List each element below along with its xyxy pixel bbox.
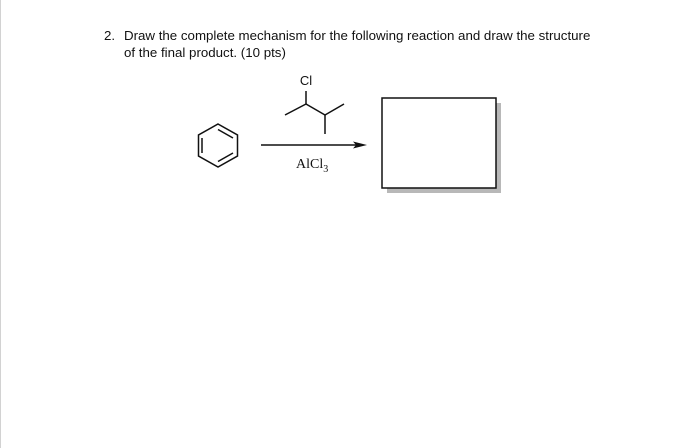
- question-text: Draw the complete mechanism for the following reaction and draw the structure of the final product. (10 pts): [124, 28, 591, 60]
- product-answer-box: [382, 98, 501, 193]
- catalyst-label: [296, 157, 328, 175]
- reaction-arrow: [261, 142, 367, 149]
- benzene-structure: [199, 124, 238, 167]
- alkyl-halide-structure: [285, 73, 344, 134]
- chlorine-label: Cl: [299, 73, 313, 88]
- catalyst-subscript: 3: [323, 164, 329, 175]
- catalyst-prefix: AlCl: [296, 157, 324, 172]
- question-number: 2.: [104, 28, 116, 43]
